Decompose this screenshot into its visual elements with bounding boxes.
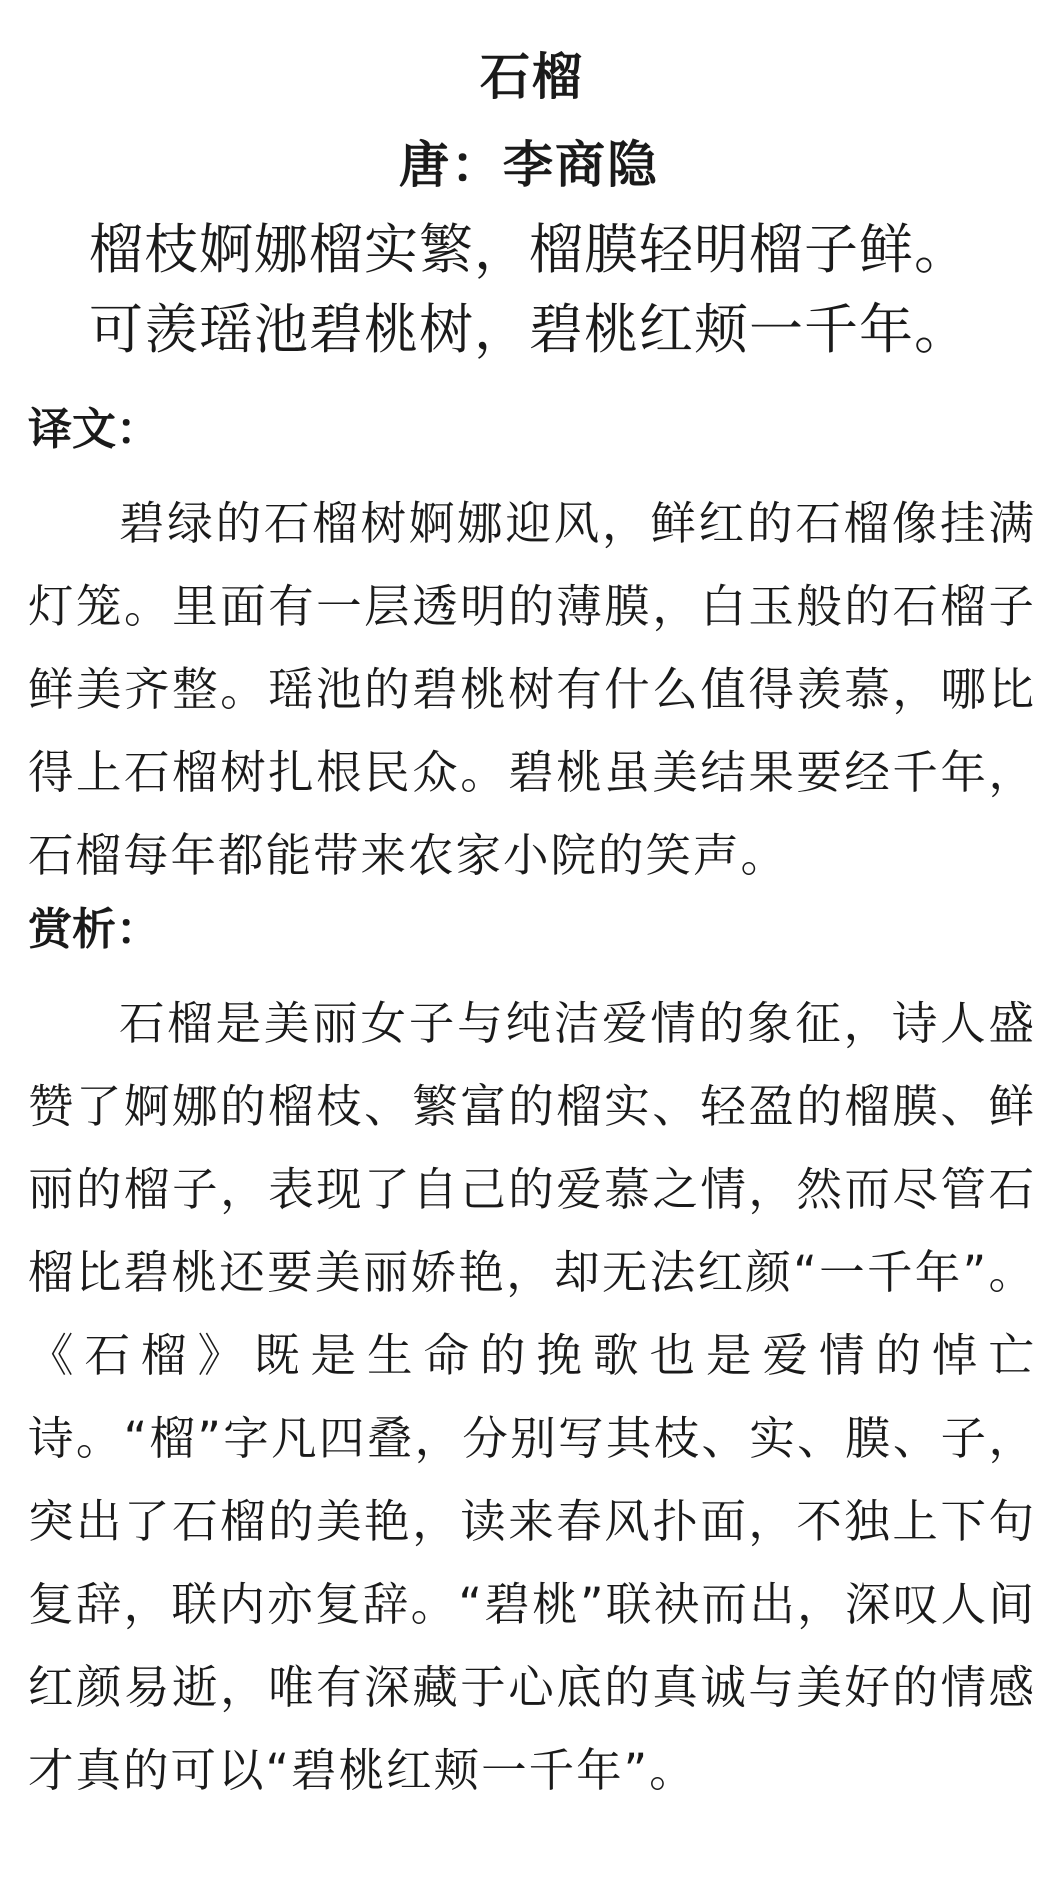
appreciation-text: 石榴是美丽女子与纯洁爱情的象征，诗人盛赞了婀娜的榴枝、繁富的榴实、轻盈的榴膜、鲜丽的榴子，表现了自己的爱慕之情，然而尽管石榴比碧桃还要美丽娇艳，却无法红颜“一千年”。《石榴》既是生命的挽歌也是爱情的悼亡诗。“榴”字凡四叠，分别写其枝、实、膜、子，突出了石榴的美艳，读来春风扑面，不独上下句复辞，联内亦复辞。“碧桃”联袂而出，深叹人间红颜易逝，唯有深藏于心底的真诚与美好的情感才真的可以“碧桃红颊一千年”。: [28, 997, 1036, 1797]
poem-line: 榴枝婀娜榴实繁，榴膜轻明榴子鲜。: [89, 218, 969, 281]
translation-text: 碧绿的石榴树婀娜迎风，鲜红的石榴像挂满灯笼。里面有一层透明的薄膜，白玉般的石榴子鲜美齐整。瑶池的碧桃树有什么值得羡慕，哪比得上石榴树扎根民众。碧桃虽美结果要经千年，石榴每年都能带来农家小院的笑声。: [28, 497, 1036, 882]
appreciation-heading: 赏析：: [28, 904, 160, 955]
poem-title: 石榴: [480, 47, 584, 106]
poem-lines: [0, 210, 1058, 370]
poem-author: 唐：李商隐: [399, 135, 659, 194]
translation-heading: 译文：: [28, 404, 160, 455]
poem-line: 可羡瑶池碧桃树，碧桃红颊一千年。: [89, 298, 969, 361]
